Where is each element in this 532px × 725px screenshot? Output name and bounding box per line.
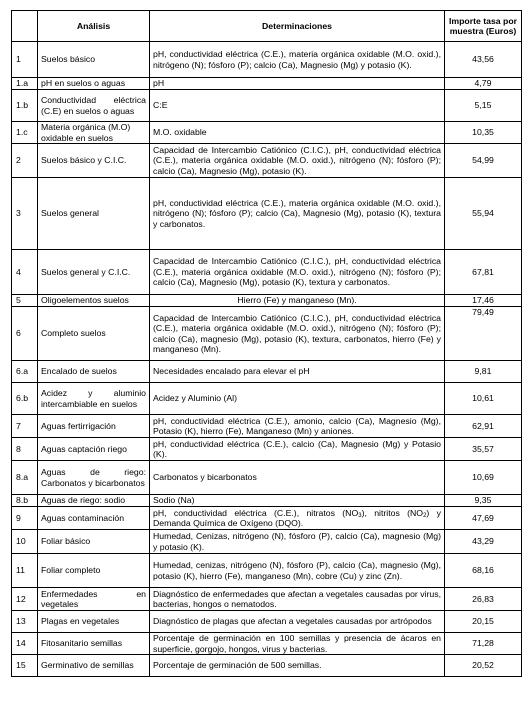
table-row	[12, 655, 522, 677]
row-price: 79,49	[445, 307, 522, 361]
row-determinations: Carbonatos y bicarbonatos	[150, 461, 445, 495]
table-row	[12, 295, 522, 307]
table-row	[12, 122, 522, 144]
row-number: 11	[12, 554, 38, 588]
row-price: 5,15	[445, 90, 522, 122]
row-price: 47,69	[445, 507, 522, 530]
row-determinations: Acidez y Aluminio (Al)	[150, 383, 445, 415]
row-determinations: pH, conductividad eléctrica (C.E.), materia orgánica oxidable (M.O. oxid.), nitrógeno (N); fósforo (P); calcio (Ca), Magnesio (Mg), potasio (K), textura y carbonatos.	[150, 178, 445, 250]
row-determinations: Diagnóstico de enfermedades que afectan a vegetales causadas por virus, bacterias, hongos o nematodos.	[150, 588, 445, 611]
row-number: 12	[12, 588, 38, 611]
row-analysis: Materia orgánica (M.O) oxidable en suelos	[38, 122, 150, 144]
price-table	[11, 10, 522, 677]
row-determinations: Sodio (Na)	[150, 495, 445, 507]
row-analysis: Foliar básico	[38, 530, 150, 554]
determinations-post: ) y Demanda Química de Oxígeno (DQO).	[153, 507, 442, 528]
row-number: 1.c	[12, 122, 38, 144]
row-number: 13	[12, 611, 38, 633]
table-row	[12, 633, 522, 655]
row-determinations: Humedad, Cenizas, nitrógeno (N), fósforo (P), calcio (Ca), magnesio (Mg) y potasio (K).	[150, 530, 445, 554]
row-price: 20,15	[445, 611, 522, 633]
row-analysis: Encalado de suelos	[38, 361, 150, 383]
row-analysis: Acidez y aluminio intercambiable en suelos	[38, 383, 150, 415]
row-number: 1.b	[12, 90, 38, 122]
row-number: 7	[12, 415, 38, 438]
row-determinations	[150, 507, 445, 530]
row-number: 1	[12, 42, 38, 78]
table-row	[12, 507, 522, 530]
row-price: 54,99	[445, 144, 522, 178]
header-row	[12, 11, 522, 42]
row-price: 10,35	[445, 122, 522, 144]
row-price: 20,52	[445, 655, 522, 677]
row-determinations: pH, conductividad eléctrica (C.E.), amonio, calcio (Ca), Magnesio (Mg), Potasio (K), hierro (Fe), Manganeso (Mn) y aniones.	[150, 415, 445, 438]
row-analysis: Aguas fertirrigación	[38, 415, 150, 438]
row-price: 17,46	[445, 295, 522, 307]
row-determinations: Diagnóstico de plagas que afectan a vegetales causadas por artrópodos	[150, 611, 445, 633]
table-row	[12, 495, 522, 507]
row-analysis: Aguas captación riego	[38, 438, 150, 461]
row-analysis: Germinativo de semillas	[38, 655, 150, 677]
table-row	[12, 438, 522, 461]
table-row	[12, 307, 522, 361]
determinations-mid: ), nitritos (NO	[361, 507, 424, 518]
table-row	[12, 250, 522, 295]
row-number: 8.b	[12, 495, 38, 507]
row-number: 6.a	[12, 361, 38, 383]
row-price: 26,83	[445, 588, 522, 611]
table-row	[12, 611, 522, 633]
table-row	[12, 461, 522, 495]
row-determinations: C:E	[150, 90, 445, 122]
row-determinations: M.O. oxidable	[150, 122, 445, 144]
row-price: 10,61	[445, 383, 522, 415]
header-determinations: Determinaciones	[150, 11, 445, 42]
row-number: 2	[12, 144, 38, 178]
row-determinations: Hierro (Fe) y manganeso (Mn).	[150, 295, 445, 307]
row-price: 68,16	[445, 554, 522, 588]
row-price: 71,28	[445, 633, 522, 655]
table-row	[12, 178, 522, 250]
header-analysis: Análisis	[38, 11, 150, 42]
row-determinations: Porcentaje de germinación en 100 semillas y presencia de ácaros en superficie, gorgojo, hongos, virus y bacterias.	[150, 633, 445, 655]
row-number: 1.a	[12, 78, 38, 90]
table-row	[12, 530, 522, 554]
determinations-pre: pH, conductividad eléctrica (C.E.), nitratos (NO	[153, 507, 359, 518]
row-number: 6.b	[12, 383, 38, 415]
row-determinations: Necesidades encalado para elevar el pH	[150, 361, 445, 383]
row-price: 35,57	[445, 438, 522, 461]
table-row	[12, 42, 522, 78]
table-row	[12, 383, 522, 415]
row-analysis: Foliar completo	[38, 554, 150, 588]
row-number: 8.a	[12, 461, 38, 495]
nitrite-subscript: 2	[423, 512, 427, 519]
row-determinations: Capacidad de Intercambio Catiónico (C.I.C.), pH, conductividad eléctrica (C.E.), materia orgánica oxidable (M.O. oxid.), nitrógeno (N); fósforo (P); calcio (Ca), magnesio (Mg), potasio (K), textura, carbonatos, hierro (Fe) y manganeso (Mn).	[150, 307, 445, 361]
row-number: 15	[12, 655, 38, 677]
table-row	[12, 554, 522, 588]
row-price: 67,81	[445, 250, 522, 295]
row-analysis: Suelos general	[38, 178, 150, 250]
row-analysis: Enfermedades en vegetales	[38, 588, 150, 611]
row-price: 55,94	[445, 178, 522, 250]
row-analysis: Suelos básico	[38, 42, 150, 78]
table-row	[12, 144, 522, 178]
nitrate-subscript: 3	[358, 512, 362, 519]
row-price: 62,91	[445, 415, 522, 438]
row-number: 8	[12, 438, 38, 461]
row-price: 9,35	[445, 495, 522, 507]
row-price: 9,81	[445, 361, 522, 383]
row-analysis: Completo suelos	[38, 307, 150, 361]
row-analysis: Oligoelementos suelos	[38, 295, 150, 307]
table-row	[12, 90, 522, 122]
row-number: 6	[12, 307, 38, 361]
row-determinations: pH, conductividad eléctrica (C.E.), materia orgánica oxidable (M.O. oxid.), nitrógeno (N); fósforo (P); calcio (Ca), Magnesio (Mg) y potasio (K).	[150, 42, 445, 78]
header-number	[12, 11, 38, 42]
row-determinations: Capacidad de Intercambio Catiónico (C.I.C.), pH, conductividad eléctrica (C.E.), materia orgánica oxidable (M.O. oxid.), nitrógeno (N); fósforo (P); calcio (Ca), Magnesio (Mg), potasio (K).	[150, 144, 445, 178]
row-analysis: pH en suelos o aguas	[38, 78, 150, 90]
row-price: 43,29	[445, 530, 522, 554]
table-row	[12, 415, 522, 438]
row-determinations: pH, conductividad eléctrica (C.E.), calcio (Ca), Magnesio (Mg) y Potasio (K).	[150, 438, 445, 461]
row-number: 14	[12, 633, 38, 655]
row-number: 3	[12, 178, 38, 250]
table-row	[12, 78, 522, 90]
row-number: 10	[12, 530, 38, 554]
row-analysis: Conductividad eléctrica (C.E) en suelos o aguas	[38, 90, 150, 122]
row-analysis: Suelos general y C.I.C.	[38, 250, 150, 295]
row-determinations: Capacidad de Intercambio Catiónico (C.I.C.), pH, conductividad eléctrica (C.E.), materia orgánica oxidable (M.O. oxid.), nitrógeno (N); fósforo (P); calcio (Ca), Magnesio (Mg), potasio (K), textura y carbonatos.	[150, 250, 445, 295]
row-price: 43,56	[445, 42, 522, 78]
row-price: 4,79	[445, 78, 522, 90]
row-analysis: Plagas en vegetales	[38, 611, 150, 633]
row-number: 9	[12, 507, 38, 530]
row-analysis: Suelos básico y C.I.C.	[38, 144, 150, 178]
header-price: Importe tasa por muestra (Euros)	[445, 11, 522, 42]
row-analysis: Aguas de riego: sodio	[38, 495, 150, 507]
row-determinations: pH	[150, 78, 445, 90]
row-price: 10,69	[445, 461, 522, 495]
row-number: 4	[12, 250, 38, 295]
row-determinations: Humedad, cenizas, nitrógeno (N), fósforo (P), calcio (Ca), magnesio (Mg), potasio (K), hierro (Fe), manganeso (Mn), cobre (Cu) y zinc (Zn).	[150, 554, 445, 588]
table-row	[12, 361, 522, 383]
row-analysis: Aguas de riego: Carbonatos y bicarbonatos	[38, 461, 150, 495]
row-determinations: Porcentaje de germinación de 500 semillas.	[150, 655, 445, 677]
row-analysis: Aguas contaminación	[38, 507, 150, 530]
row-analysis: Fitosanitario semillas	[38, 633, 150, 655]
row-number: 5	[12, 295, 38, 307]
table-row	[12, 588, 522, 611]
